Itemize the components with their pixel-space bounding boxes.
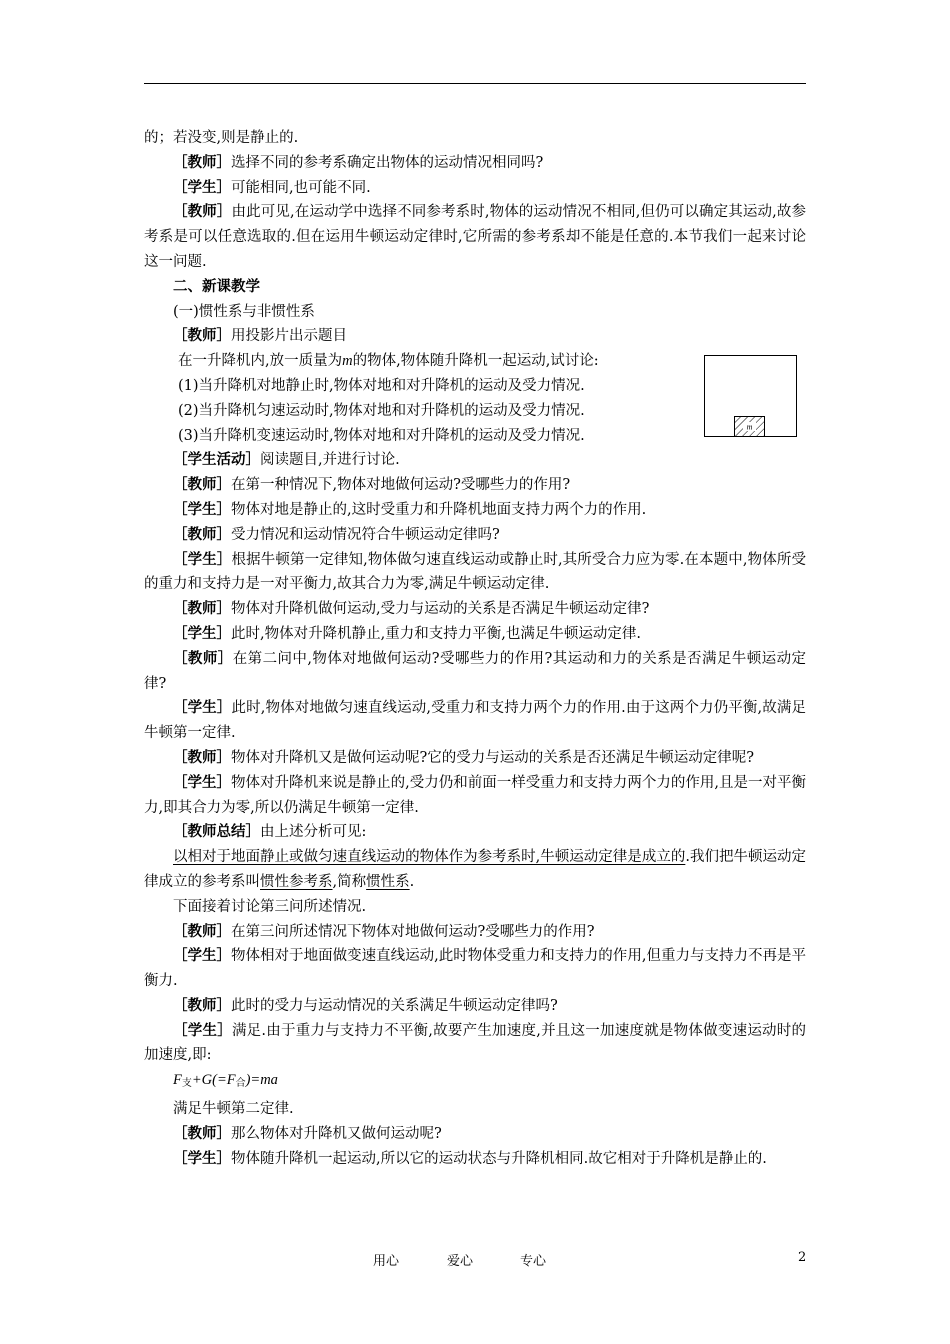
elevator-diagram — [704, 355, 797, 437]
role-label: ［学生］ — [173, 700, 232, 717]
formula — [144, 1068, 806, 1097]
text: 物体对升降机又是做何运动呢?它的受力与运动的关系是否还满足牛顿运动定律呢? — [231, 749, 755, 766]
paragraph — [144, 498, 806, 523]
role-label: ［学生］ — [173, 179, 231, 196]
problem-statement — [144, 349, 698, 374]
term-inertial-frame: 惯性参考系 — [260, 873, 333, 890]
text: 二、新课教学 — [173, 277, 260, 295]
page-number: 2 — [798, 1250, 807, 1265]
paragraph — [144, 473, 806, 498]
text: 用投影片出示题目 — [231, 328, 347, 345]
text: 阅读题目,并进行讨论. — [260, 452, 400, 469]
text: (一)惯性系与非惯性系 — [173, 303, 315, 320]
text: 的物体,物体随升降机一起运动,试讨论: — [352, 353, 599, 370]
text: 此时,物体对升降机静止,重力和支持力平衡,也满足牛顿运动定律. — [231, 625, 641, 642]
paragraph — [144, 597, 806, 622]
block-mass-label: m — [746, 422, 753, 432]
header-rule — [144, 83, 806, 84]
paragraph — [144, 622, 806, 647]
text: 的；若没变,则是静止的. — [144, 130, 299, 146]
role-label: ［教师］ — [173, 154, 231, 171]
role-label: ［学生］ — [173, 774, 232, 791]
paragraph — [144, 895, 806, 920]
role-label: ［教师］ — [173, 749, 231, 766]
role-label: ［教师］ — [173, 601, 231, 618]
formula-part: F — [173, 1072, 182, 1089]
underlined-text: 以相对于地面静止或做匀速直线运动的物体作为参考系时,牛顿运动定律是成立的 — [173, 849, 686, 866]
paragraph — [144, 920, 806, 945]
role-label: ［学生］ — [173, 625, 231, 642]
role-label: ［教师］ — [173, 204, 232, 221]
paragraph — [144, 548, 806, 598]
paragraph — [144, 200, 806, 274]
role-label: ［教师］ — [173, 923, 231, 940]
paragraph — [144, 696, 806, 746]
text: 在第二问中,物体对地做何运动?受哪些力的作用?其运动和力的关系是否满足牛顿运动定律? — [144, 650, 807, 692]
paragraph — [144, 448, 806, 473]
footer-motto: 专心 — [520, 1254, 547, 1269]
text: 物体相对于地面做变速直线运动,此时物体受重力和支持力的作用,但重力与支持力不再是平衡力. — [144, 948, 807, 990]
paragraph — [144, 1147, 806, 1172]
text: 由上述分析可见: — [260, 824, 367, 841]
paragraph — [144, 324, 806, 349]
text: (1)当升降机对地静止时,物体对地和对升降机的运动及受力情况. — [178, 377, 585, 394]
role-label: ［教师］ — [173, 1125, 231, 1142]
paragraph — [144, 176, 806, 201]
text: (2)当升降机匀速运动时,物体对地和对升降机的运动及受力情况. — [178, 402, 585, 419]
text: 满足.由于重力与支持力不平衡,故要产生加速度,并且这一加速度就是物体做变速运动时的加速度,即: — [144, 1022, 807, 1064]
paragraph — [144, 1097, 806, 1122]
text: 受力情况和运动情况符合牛顿运动定律吗? — [231, 526, 500, 543]
problem-item — [144, 374, 698, 399]
problem-item — [144, 424, 698, 449]
role-label: ［教师］ — [173, 477, 231, 494]
text: 那么物体对升降机又做何运动呢? — [231, 1125, 442, 1142]
role-label: ［学生］ — [173, 1150, 231, 1167]
text: (3)当升降机变速运动时,物体对地和对升降机的运动及受力情况. — [178, 427, 585, 444]
text: 在第一种情况下,物体对地做何运动?受哪些力的作用? — [231, 477, 571, 494]
role-label: ［教师］ — [173, 328, 231, 345]
role-label: ［学生活动］ — [173, 452, 260, 469]
text: 物体对升降机来说是静止的,受力仍和前面一样受重力和支持力两个力的作用,且是一对平衡力,即其合力为零,所以仍满足牛顿第一定律. — [144, 774, 807, 816]
page-body — [144, 126, 806, 1171]
text: 选择不同的参考系确定出物体的运动情况相同吗? — [231, 154, 544, 171]
role-label: ［学生］ — [173, 551, 232, 568]
paragraph — [144, 820, 806, 845]
paragraph — [144, 151, 806, 176]
role-label: ［学生］ — [173, 1022, 232, 1039]
formula-part: +G(=F — [191, 1072, 236, 1089]
text: 满足牛顿第二定律. — [173, 1101, 294, 1118]
role-label: ［教师］ — [173, 650, 233, 667]
text: 此时,物体对地做匀速直线运动,受重力和支持力两个力的作用.由于这两个力仍平衡,故满足牛顿第一定律. — [144, 700, 807, 742]
paragraph — [144, 523, 806, 548]
text: ,简称 — [332, 873, 367, 890]
role-label: ［教师］ — [173, 997, 231, 1014]
paragraph — [144, 126, 806, 151]
footer-motto: 用心 — [373, 1254, 400, 1269]
paragraph — [144, 746, 806, 771]
paragraph — [144, 1019, 806, 1069]
paragraph — [144, 647, 806, 697]
text: 物体对升降机做何运动,受力与运动的关系是否满足牛顿运动定律? — [231, 601, 650, 618]
footer-motto: 爱心 — [447, 1254, 474, 1269]
text: 由此可见,在运动学中选择不同参考系时,物体的运动情况不相同,但仍可以确定其运动,故参考系是可以任意选取的.但在运用牛顿运动定律时,它所需的参考系却不能是任意的.本节我们一起来讨论这一问题. — [144, 204, 807, 270]
text: 在一升降机内,放一质量为 — [178, 353, 343, 370]
problem-item — [144, 399, 698, 424]
role-label: ［学生］ — [173, 948, 232, 965]
text: . — [409, 873, 415, 890]
section-heading — [144, 275, 806, 300]
text: .我们把牛顿运动定律成立的参考系叫 — [144, 849, 807, 890]
variable: m — [342, 353, 353, 370]
text: 物体随升降机一起运动,所以它的运动状态与升降机相同.故它相对于升降机是静止的. — [231, 1150, 767, 1167]
role-label: ［教师总结］ — [173, 824, 260, 841]
hatched-block — [734, 416, 765, 437]
subsection-heading — [144, 300, 806, 325]
paragraph — [144, 994, 806, 1019]
text: 下面接着讨论第三问所述情况. — [173, 898, 367, 915]
role-label: ［教师］ — [173, 526, 231, 543]
text: 此时的受力与运动情况的关系满足牛顿运动定律吗? — [231, 997, 558, 1014]
paragraph — [144, 944, 806, 994]
definition-paragraph — [144, 845, 806, 895]
formula-subscript: 支 — [181, 1078, 192, 1090]
term-inertial-system: 惯性系 — [366, 873, 410, 890]
text: 物体对地是静止的,这时受重力和升降机地面支持力两个力的作用. — [231, 501, 647, 518]
role-label: ［学生］ — [173, 501, 231, 518]
text: 在第三问所述情况下物体对地做何运动?受哪些力的作用? — [231, 923, 595, 940]
paragraph — [144, 771, 806, 821]
paragraph — [144, 1122, 806, 1147]
text: 可能相同,也可能不同. — [231, 179, 371, 196]
formula-subscript: 合 — [235, 1078, 246, 1090]
text: 根据牛顿第一定律知,物体做匀速直线运动或静止时,其所受合力应为零.在本题中,物体所受的重力和支持力是一对平衡力,故其合力为零,满足牛顿运动定律. — [144, 551, 807, 593]
formula-part: )=ma — [245, 1072, 278, 1089]
